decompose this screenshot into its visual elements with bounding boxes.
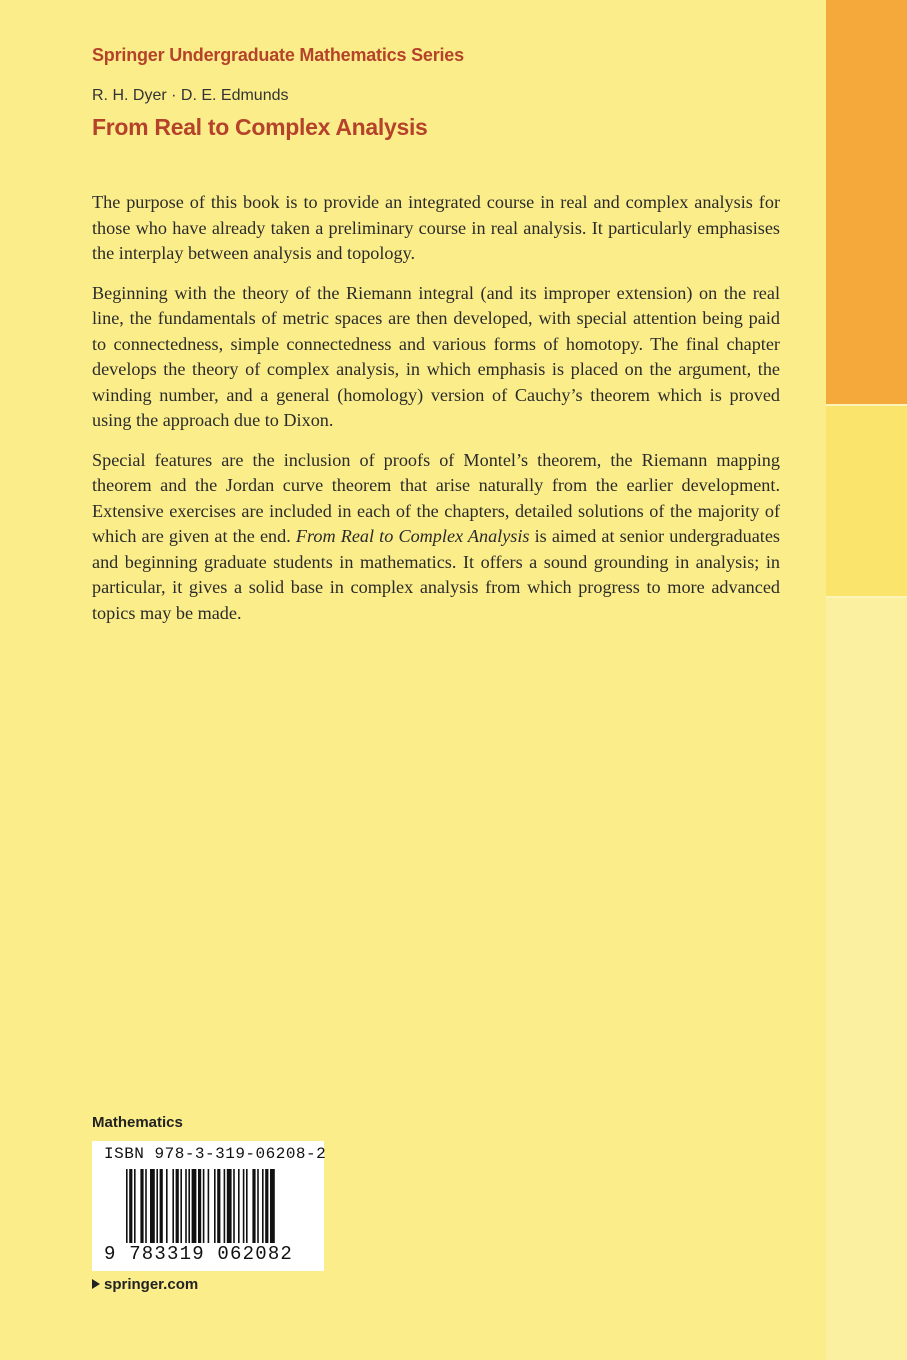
- barcode-bar: [192, 1169, 197, 1245]
- barcode-bar: [252, 1169, 255, 1245]
- barcode-digits: 9 783319 062082: [92, 1243, 324, 1269]
- triangle-right-icon: [92, 1279, 100, 1289]
- barcode-bar: [246, 1169, 248, 1245]
- series-name: Springer Undergraduate Mathematics Series: [92, 45, 464, 65]
- barcode-bar: [160, 1169, 163, 1245]
- barcode-bar: [265, 1169, 268, 1245]
- barcode-bar: [172, 1169, 174, 1245]
- barcode-bar: [270, 1169, 275, 1245]
- barcode-bar: [227, 1169, 232, 1245]
- website-link[interactable]: [92, 1276, 198, 1293]
- book-title: From Real to Complex Analysis: [92, 114, 428, 140]
- isbn-text: ISBN 978-3-319-06208-2: [104, 1145, 327, 1163]
- barcode-bar: [150, 1169, 155, 1245]
- barcode-bar: [129, 1169, 132, 1245]
- barcode-bar: [134, 1169, 136, 1245]
- yellow-band: [826, 406, 907, 596]
- pale-band: [826, 598, 907, 1360]
- blurb-paragraph-3: [92, 448, 780, 627]
- authors: R. H. Dyer · D. E. Edmunds: [92, 87, 289, 104]
- subject-label: Mathematics: [92, 1114, 183, 1131]
- blurb: [92, 190, 780, 640]
- barcode-bar: [233, 1169, 235, 1245]
- barcode-bar: [145, 1169, 147, 1245]
- barcode-bar: [180, 1169, 182, 1245]
- barcode-bar: [262, 1169, 264, 1245]
- barcode-bar: [198, 1169, 201, 1245]
- barcode-bar: [140, 1169, 143, 1245]
- barcode-bar: [208, 1169, 210, 1245]
- barcode-bar: [156, 1169, 158, 1245]
- blurb-p3-start: Special features are the inclusion of proofs of Montel’s theorem, the Riemann mapping theorem and the Jordan curve theorem that arise naturally from the earlier development. Extensive exercises are included in each of the chapters, detailed solutions of the majority of which are given at the end.: [92, 449, 780, 546]
- barcode-bar: [217, 1169, 220, 1245]
- barcode-bar: [214, 1169, 216, 1245]
- blurb-paragraph-1: The purpose of this book is to provide an integrated course in real and complex analysis for those who have already taken a preliminary course in real analysis. It particularly emphasises the interplay between analysis and topology.: [92, 192, 780, 263]
- blurb-p3-book-title: From Real to Complex Analysis: [295, 526, 530, 546]
- barcode-bar: [126, 1169, 128, 1245]
- barcode-bar: [166, 1169, 168, 1245]
- barcode-bar: [243, 1169, 245, 1245]
- barcode-bar: [203, 1169, 205, 1245]
- barcode-bar: [238, 1169, 240, 1245]
- website-text: springer.com: [104, 1276, 199, 1293]
- barcode-bar: [257, 1169, 259, 1245]
- barcode-bar: [176, 1169, 179, 1245]
- cover-color-strip: [826, 0, 907, 1360]
- barcode-bar: [224, 1169, 226, 1245]
- blurb-paragraph-2: Beginning with the theory of the Riemann integral (and its improper extension) on the real line, the fundamentals of metric spaces are then developed, with special attention being paid to connectedness, simple connectedness and various forms of homotopy. The final chapter develops the theory of complex analysis, in which emphasis is placed on the argument, the winding number, and a general (homology) version of Cauchy’s theorem which is proved using the approach due to Dixon.: [92, 282, 780, 430]
- barcode-bar: [188, 1169, 190, 1245]
- orange-band: [826, 0, 907, 404]
- barcode-bar: [185, 1169, 187, 1245]
- barcode-bars: [92, 1169, 324, 1245]
- isbn-barcode: [92, 1141, 327, 1271]
- blurb-p3-end: is aimed at senior undergraduates and beginning graduate students in mathematics. It offers a sound grounding in analysis; in particular, it gives a solid base in complex analysis from which progress to more advanced topics may be made.: [92, 526, 780, 623]
